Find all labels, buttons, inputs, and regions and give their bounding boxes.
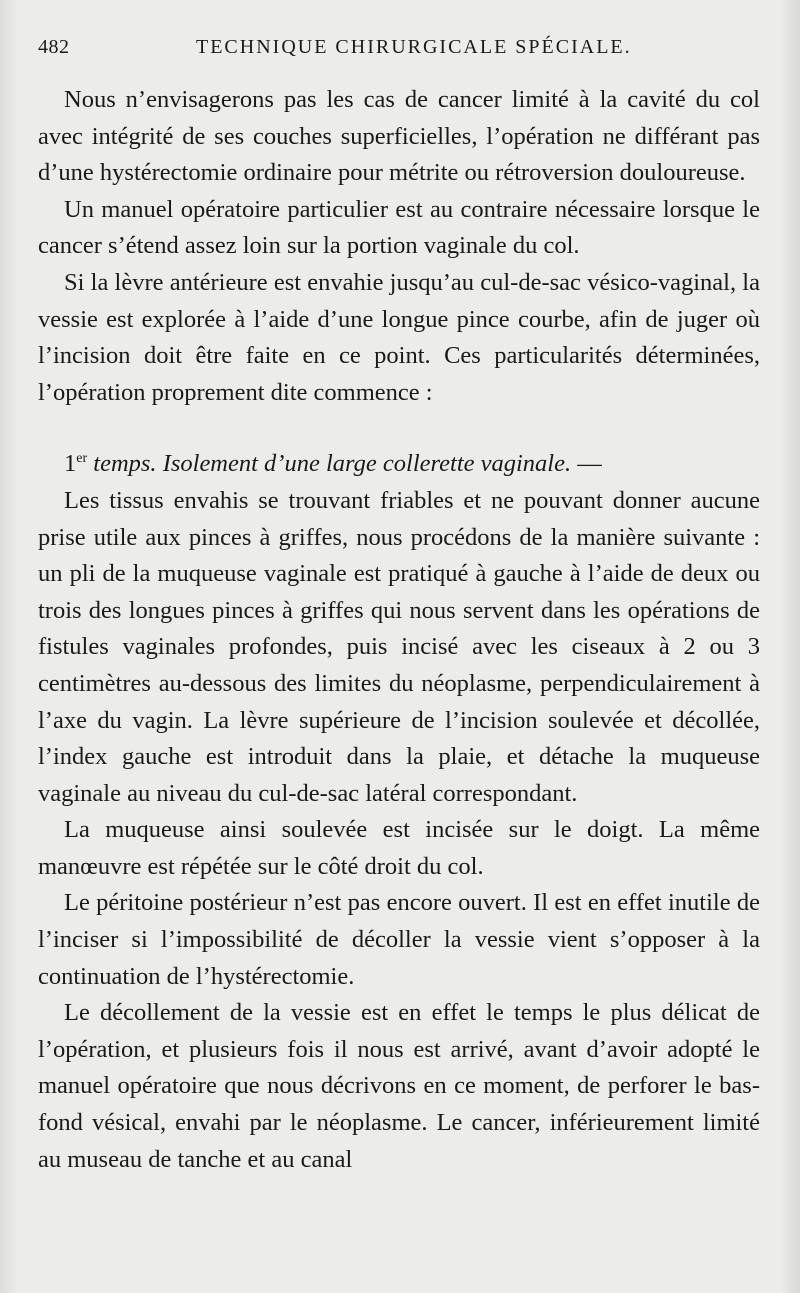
- page-header: [38, 30, 760, 70]
- section-title: Isolement d’une large collerette vaginale.: [156, 450, 572, 478]
- paragraph: La muqueuse ainsi soulevée est incisée sur le doigt. La même manœuvre est répétée sur le côté droit du col.: [38, 816, 760, 880]
- section-number-suffix: er: [76, 451, 88, 467]
- page-number: 482: [38, 36, 70, 58]
- section-spacer: [38, 411, 760, 446]
- section-label: temps.: [87, 450, 157, 478]
- body-text: [38, 82, 760, 1178]
- section-dash: —: [571, 450, 602, 478]
- paragraph: Le décollement de la vessie est en effet le temps le plus délicat de l’opération, et plusieurs fois il nous est arrivé, avant d’avoir adopté le manuel opératoire que nous décrivons en ce moment, de perforer le bas-fond vésical, envahi par le néoplasme. Le cancer, inférieurement limité au museau de tanche et au canal: [38, 999, 760, 1173]
- paragraph: Les tissus envahis se trouvant friables et ne pouvant donner aucune prise utile aux pinces à griffes, nous procédons de la manière suivante : un pli de la muqueuse vaginale est pratiqué à gauche à l’aide de deux ou trois des longues pinces à griffes qui nous servent dans les opérations de fistules vaginales profondes, puis incisé avec les ciseaux à 2 ou 3 centimètres au-dessous des limites du néoplasme, perpendiculairement à l’axe du vagin. La lèvre supérieure de l’incision soulevée et décollée, l’index gauche est introduit dans la plaie, et détache la muqueuse vaginale au niveau du cul-de-sac latéral correspondant.: [38, 486, 760, 807]
- running-title: TECHNIQUE CHIRURGICALE SPÉCIALE.: [196, 36, 632, 58]
- paragraph: Un manuel opératoire particulier est au contraire nécessaire lorsque le cancer s’étend assez loin sur la portion vaginale du col.: [38, 195, 760, 260]
- section-number: 1: [64, 450, 77, 478]
- paragraph: Nous n’envisagerons pas les cas de cancer limité à la cavité du col avec intégrité de ses couches superficielles, l’opération ne différant pas d’une hystérectomie ordinaire pour métrite ou rétroversion douloureuse.: [38, 86, 760, 187]
- paragraph: Le péritoine postérieur n’est pas encore ouvert. Il est en effet inutile de l’inciser si l’impossibilité de décoller la vessie vient s’opposer à la continuation de l’hystérectomie.: [38, 889, 760, 990]
- paragraph: Si la lèvre antérieure est envahie jusqu’au cul-de-sac vésico-vaginal, la vessie est explorée à l’aide d’une longue pince courbe, afin de juger où l’incision doit être faite en ce point. Ces particularités déterminées, l’opération proprement dite commence :: [38, 268, 760, 406]
- section-heading: [38, 446, 760, 483]
